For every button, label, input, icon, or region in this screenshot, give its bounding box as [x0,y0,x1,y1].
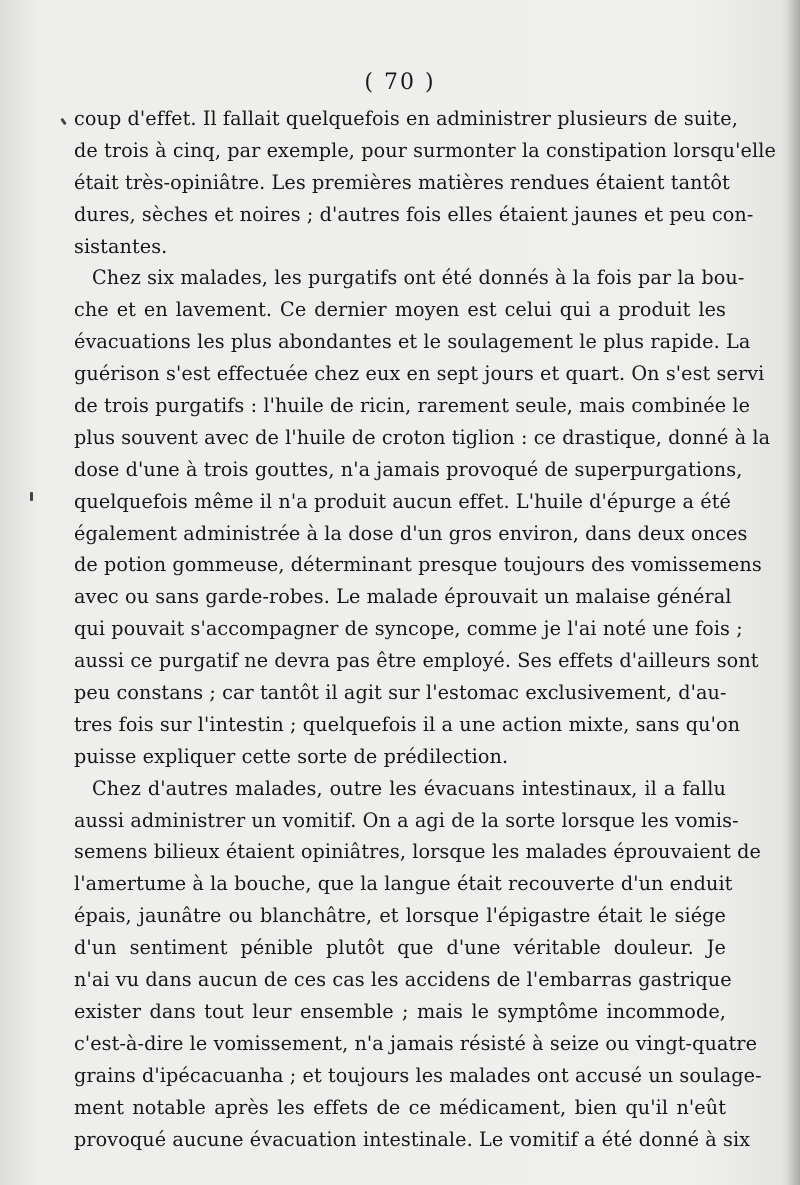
text-line: c'est-à-dire le vomissement, n'a jamais résisté à seize ou vingt-quatre [74,1031,758,1055]
body-text [74,103,776,1155]
text-line: coup d'effet. Il fallait quelquefois en administrer plusieurs de suite, [74,107,738,130]
text-line: semens bilieux étaient opiniâtres, lorsque les malades éprouvaient de [74,840,761,864]
text-line: aussi ce purgatif ne devra pas être employé. Ses effets d'ailleurs sont [74,649,759,673]
text-line: évacuations les plus abondantes et le soulagement le plus rapide. La [74,330,751,354]
text-line: de potion gommeuse, déterminant presque toujours des vomissemens [74,553,762,577]
text-line: dose d'une à trois gouttes, n'a jamais provoqué de superpurgations, [74,457,743,481]
text-line: guérison s'est effectuée chez eux en sept jours et quart. On s'est servi [74,362,765,386]
text-line: de trois à cinq, par exemple, pour surmonter la constipation lorsqu'elle [74,138,776,162]
text-line: peu constans ; car tantôt il agit sur l'estomac exclusivement, d'au- [74,681,727,705]
text-line: che et en lavement. Ce dernier moyen est celui qui a produit les [74,298,726,322]
page-number: ( 70 ) [364,70,436,95]
text-line: dures, sèches et noires ; d'autres fois elles étaient jaunes et peu con- [74,202,754,226]
text-line: était très-opiniâtre. Les premières matières rendues étaient tantôt [74,170,730,194]
text-line: n'ai vu dans aucun de ces cas les accidens de l'embarras gastrique [74,968,732,992]
ink-speck [30,492,33,501]
paragraph-start-line: Chez d'autres malades, outre les évacuans intestinaux, il a fallu [92,776,726,800]
text-line: ment notable après les effets de ce médicament, bien qu'il n'eût [74,1095,726,1119]
text-line: provoqué aucune évacuation intestinale. Le vomitif a été donné à six [74,1127,751,1151]
text-line: d'un sentiment pénible plutôt que d'une véritable douleur. Je [74,936,726,960]
text-line: puisse expliquer cette sorte de prédilection. [74,744,509,768]
text-line: exister dans tout leur ensemble ; mais le symptôme incommode, [74,999,726,1023]
text-line: épais, jaunâtre ou blanchâtre, et lorsque l'épigastre était le siége [74,904,726,928]
text-line: également administrée à la dose d'un gros environ, dans deux onces [74,521,748,545]
page-edge-shadow [786,0,800,1185]
text-line: qui pouvait s'accompagner de syncope, comme je l'ai noté une fois ; [74,617,743,641]
text-line: tres fois sur l'intestin ; quelquefois il a une action mixte, sans qu'on [74,712,741,736]
text-line: aussi administrer un vomitif. On a agi de la sorte lorsque les vomis- [74,808,739,832]
text-line: sistantes. [74,234,168,258]
text-line: plus souvent avec de l'huile de croton tiglion : ce drastique, donné à la [74,425,771,449]
text-line: grains d'ipécacuanha ; et toujours les malades ont accusé un soulage- [74,1063,762,1087]
text-line: quelquefois même il n'a produit aucun effet. L'huile d'épurge a été [74,489,731,513]
text-line: avec ou sans garde-robes. Le malade éprouvait un malaise général [74,585,732,609]
paragraph-start-line: Chez six malades, les purgatifs ont été donnés à la fois par la bou- [92,266,745,290]
ink-speck [60,118,66,125]
text-line: l'amertume à la bouche, que la langue était recouverte d'un enduit [74,872,733,896]
text-line: de trois purgatifs : l'huile de ricin, rarement seule, mais combinée le [74,394,751,418]
